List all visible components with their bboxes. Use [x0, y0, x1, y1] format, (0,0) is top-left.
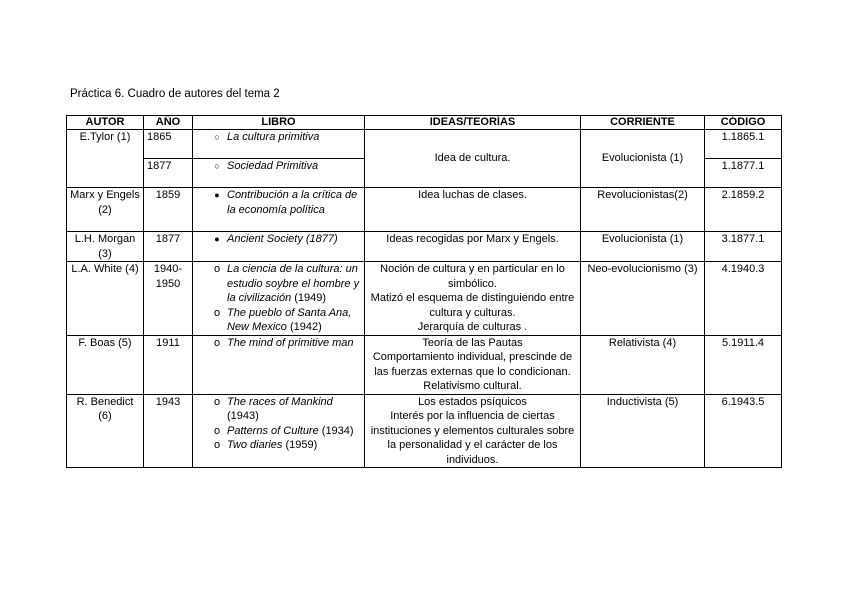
- idea-line: Interés por la influencia de ciertas instituciones y elementos culturales sobre la personalidad y el carácter de los individuos.: [370, 410, 575, 466]
- cell-codigo: 4.1940.3: [705, 262, 782, 336]
- idea-line: Noción de cultura y en particular en lo simbólico.: [380, 263, 565, 290]
- authors-table: [66, 115, 782, 468]
- cell-codigo: 5.1911.4: [705, 335, 782, 394]
- header-libro: LIBRO: [193, 116, 365, 130]
- book-title: Contribución a la crítica de la economía política: [227, 189, 358, 216]
- cell-codigo: 1.1865.1: [705, 130, 782, 159]
- cell-ideas: Idea de cultura.: [365, 130, 581, 188]
- cell-anio: 1877: [144, 232, 193, 262]
- cell-anio: 1911: [144, 335, 193, 394]
- table-row: [67, 130, 782, 159]
- idea-line: Matizó el esquema de distinguiendo entre cultura y culturas.: [370, 292, 575, 319]
- table-row: [67, 335, 782, 394]
- cell-libro: [193, 130, 365, 159]
- book-year: (1949): [291, 292, 327, 304]
- book-year: (1959): [282, 439, 318, 451]
- book-title: La ciencia de la cultura: un estudio soybre el hombre y la civilización: [227, 263, 360, 304]
- bullet-icon: [207, 159, 227, 174]
- cell-anio: 1940-1950: [144, 262, 193, 336]
- header-codigo: CÓDIGO: [705, 116, 782, 130]
- page-caption: Práctica 6. Cuadro de autores del tema 2: [70, 88, 280, 100]
- header-autor: AUTOR: [67, 116, 144, 130]
- cell-libro: [193, 232, 365, 262]
- book-title: Sociedad Primitiva: [227, 160, 319, 172]
- cell-corriente: Inductivista (5): [581, 394, 705, 468]
- cell-libro: [193, 159, 365, 188]
- cell-ideas: [365, 335, 581, 394]
- cell-ideas: [365, 262, 581, 336]
- idea-line: Jerarquía de culturas .: [417, 321, 528, 333]
- cell-codigo: 6.1943.5: [705, 394, 782, 468]
- book-title: Two diaries: [227, 439, 283, 451]
- cell-codigo: 1.1877.1: [705, 159, 782, 188]
- book-title: Ancient Society (1877): [227, 233, 338, 245]
- header-anio: AÑO: [144, 116, 193, 130]
- table-row: [67, 262, 782, 336]
- book-title: La cultura primitiva: [227, 131, 320, 143]
- cell-corriente: Neo-evolucionismo (3): [581, 262, 705, 336]
- cell-codigo: 3.1877.1: [705, 232, 782, 262]
- table-row: [67, 188, 782, 232]
- cell-corriente: Revolucionistas(2): [581, 188, 705, 232]
- cell-codigo: 2.1859.2: [705, 188, 782, 232]
- book-year: (1943): [227, 410, 259, 422]
- bullet-icon: [207, 438, 227, 453]
- cell-autor: Marx y Engels (2): [67, 188, 144, 232]
- cell-libro: [193, 262, 365, 336]
- cell-corriente: Evolucionista (1): [581, 130, 705, 188]
- table-row: [67, 232, 782, 262]
- book-title: The pueblo of Santa Ana, New Mexico: [227, 306, 352, 333]
- bullet-icon: [207, 188, 227, 217]
- bullet-icon: [207, 424, 227, 439]
- bullet-icon: [207, 262, 227, 306]
- cell-ideas: [365, 394, 581, 468]
- bullet-icon: [207, 130, 227, 145]
- book-year: (1942): [286, 321, 322, 333]
- idea-line: Los estados psíquicos: [418, 395, 527, 408]
- idea-line: Teoría de las Pautas: [422, 336, 523, 349]
- table-row: [67, 394, 782, 468]
- book-title: The races of Mankind: [227, 395, 333, 408]
- bullet-icon: [207, 395, 227, 424]
- header-ideas: IDEAS/TEORÍAS: [365, 116, 581, 130]
- cell-autor: F. Boas (5): [67, 335, 144, 394]
- cell-libro: [193, 188, 365, 232]
- book-year: (1934): [318, 424, 354, 437]
- cell-libro: [193, 335, 365, 394]
- idea-line: Relativismo cultural.: [423, 380, 522, 392]
- header-corriente: CORRIENTE: [581, 116, 705, 130]
- cell-libro: [193, 394, 365, 468]
- idea-line: Comportamiento individual, prescinde de las fuerzas externas que lo condicionan.: [372, 351, 573, 378]
- cell-autor: R. Benedict (6): [67, 394, 144, 468]
- cell-ideas: Idea luchas de clases.: [365, 188, 581, 232]
- cell-autor: E.Tylor (1): [67, 130, 144, 188]
- cell-anio: 1877: [144, 159, 193, 188]
- bullet-icon: [207, 306, 227, 335]
- cell-anio: 1865: [144, 130, 193, 159]
- cell-autor: L.A. White (4): [67, 262, 144, 336]
- book-title: The mind of primitive man: [227, 336, 354, 349]
- cell-corriente: Relativista (4): [581, 335, 705, 394]
- cell-autor: L.H. Morgan (3): [67, 232, 144, 262]
- book-title: Patterns of Culture: [227, 424, 319, 437]
- cell-corriente: Evolucionista (1): [581, 232, 705, 262]
- cell-anio: 1943: [144, 394, 193, 468]
- cell-ideas: Ideas recogidas por Marx y Engels.: [365, 232, 581, 262]
- bullet-icon: [207, 232, 227, 247]
- bullet-icon: [207, 336, 227, 351]
- table-header-row: [67, 116, 782, 130]
- cell-anio: 1859: [144, 188, 193, 232]
